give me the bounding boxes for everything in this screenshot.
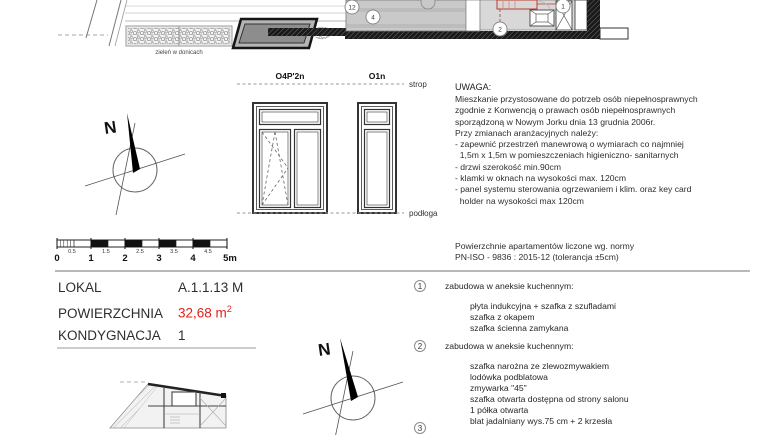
notice-line: - zapewnić przestrzeń manewrową o wymiarach co najmniej [455,139,684,150]
note-title: zabudowa w aneksie kuchennym: [445,281,574,291]
note-marker-1: 1 [414,280,426,292]
note-item: szafka ścienna zamykana [470,322,569,333]
note-marker-3: 3 [414,422,426,434]
note-item: lodówka podblatowa [470,371,548,382]
notice-block [455,81,755,264]
note-item: płyta indukcyjna + szafka z szufladami [470,301,616,311]
window1-label: O4P'2n [275,71,305,81]
notice-line: zgodnie z Konwencją o prawach osób niepełnosprawnych [455,105,676,116]
note-2 [445,341,745,426]
svg-text:4.5: 4.5 [204,249,212,255]
note-title: zabudowa w aneksie kuchennym: [445,341,574,351]
svg-text:3: 3 [156,253,162,264]
svg-text:4: 4 [371,14,375,22]
svg-text:1: 1 [88,253,94,264]
window2-label: O1n [368,71,386,81]
notice-line: Mieszkanie przystosowane do potrzeb osób niepełnosprawnych [455,94,698,104]
note-item: szafka z okapem [470,311,535,322]
notice-title: UWAGA: [455,82,492,92]
corner-wall [587,0,600,39]
note-item: 1 półka otwarta [470,404,529,415]
plan-marker-4 [366,10,380,24]
north-arrow-bottom [303,338,403,435]
notice-line: holder na wysokości max 120cm [455,195,584,206]
note-item: szafka narożna ze zlewozmywakiem [470,361,609,371]
unit-label: LOKAL [58,280,102,295]
north-arrow-top [85,113,185,215]
svg-text:2: 2 [122,253,128,264]
window-strip [575,0,587,30]
svg-text:1: 1 [561,3,565,11]
note-item: szafka otwarta dostępna od strony salonu [470,393,629,404]
unit-row-area [58,304,318,328]
note-marker-2: 2 [414,340,426,352]
north-label: N [102,117,118,138]
unit-number: A.1.1.13 M [178,280,244,295]
planter-label: zieleń w donicach [155,50,203,56]
planter [126,26,232,46]
north-label: N [316,339,332,360]
svg-text:0.5: 0.5 [68,249,76,255]
svg-text:3.5: 3.5 [170,249,178,255]
window-O4P2n [253,103,327,213]
svg-text:5m: 5m [223,253,237,264]
room-floor-left [346,0,466,31]
plan-marker-2 [493,22,507,36]
svg-text:2.5: 2.5 [136,249,144,255]
norm-note: Powierzchnie apartamentów liczone wg. normy PN-ISO - 9836 : 2015-12 (tolerancja ±5cm) [455,240,635,263]
notice-line: - panel systemu sterowania ogrzewaniem i klim. oraz key card [455,184,692,195]
note-items [445,301,745,334]
plan-fragment [58,0,628,56]
svg-text:12: 12 [348,4,356,12]
window-O1n [358,103,396,213]
unit-area: 32,68 $m^2$ [178,304,232,321]
svg-text:2: 2 [498,26,502,34]
unit-row-lokal [58,280,318,304]
svg-text:1.5: 1.5 [102,249,110,255]
interior-wall-gap [466,0,480,31]
unit-label: KONDYGNACJA [58,328,161,343]
plan-marker-1 [556,0,570,13]
window-elevations [237,71,438,218]
scale-bar [54,238,237,264]
key-plan [110,382,226,428]
svg-text:0: 0 [54,253,60,264]
ceiling-label: strop [409,80,427,89]
note-items [445,361,745,426]
floor-label: podłoga [409,209,438,218]
notice-line: Przy zmianach aranżacyjnych należy: [455,127,599,138]
floor-drain [530,10,554,26]
notice-line: - drzwi szerokość min.90cm [455,161,562,172]
notice-line: 1,5m x 1,5m w pomieszczeniach higieniczno- sanitarnych [455,150,679,161]
unit-floor: 1 [178,328,186,343]
notice-line: sporządzoną w Nowym Jorku dnia 13 grudnia 2006r. [455,116,656,127]
note-item: blat jadalniany wys.75 cm + 2 krzesła [470,415,613,426]
note-item: zmywarka "45" [470,382,527,393]
svg-text:4: 4 [190,253,196,264]
unit-label: POWIERZCHNIA [58,305,164,321]
notice-line: - klamki w oknach na wysokości max. 120cm [455,173,626,184]
plan-marker-12 [345,0,359,14]
note-1 [445,281,745,334]
unit-row-floor [58,328,318,352]
